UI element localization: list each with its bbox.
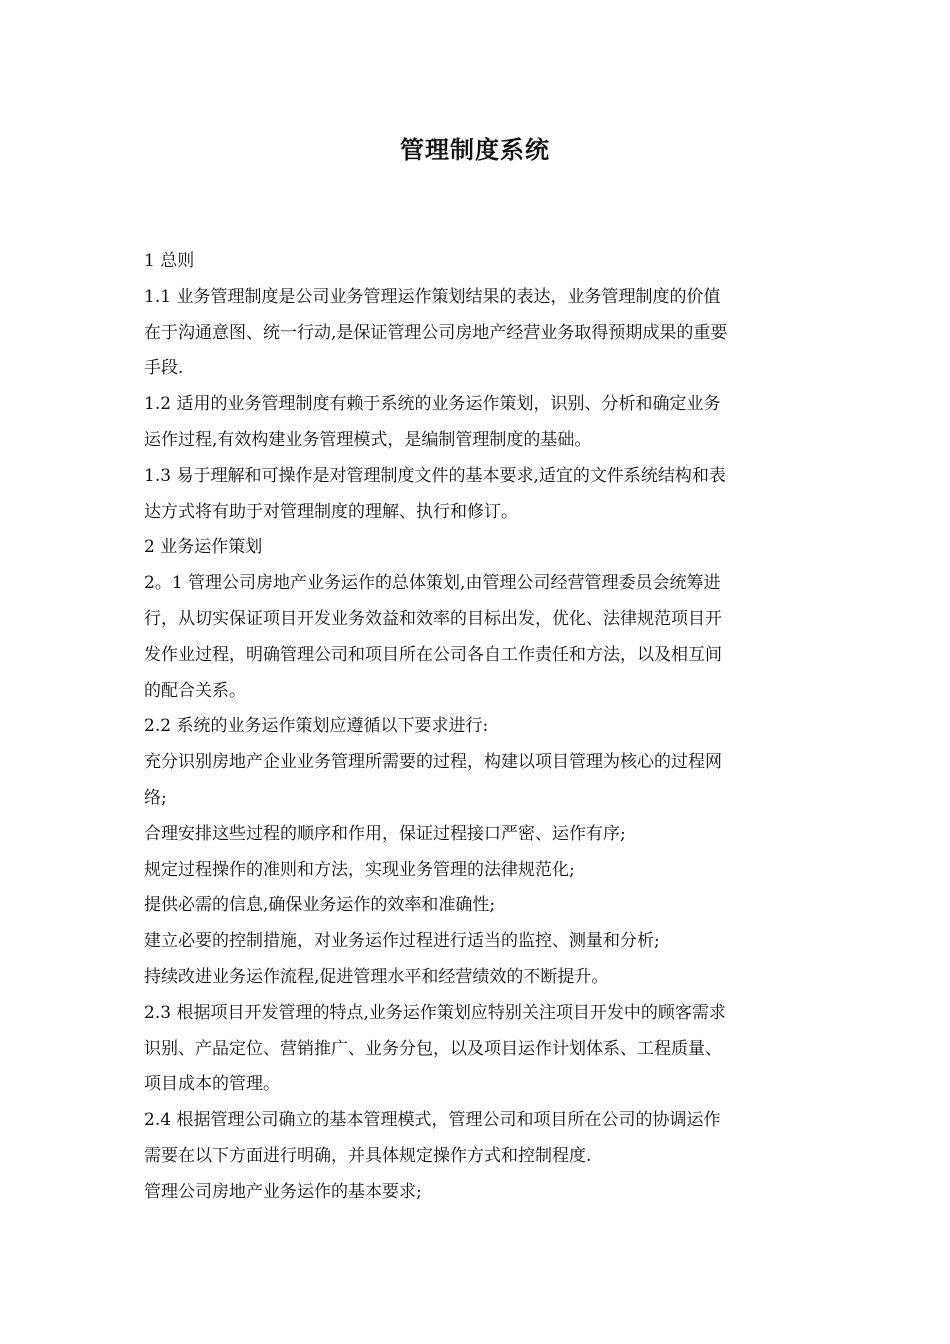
body-line: 管理公司房地产业务运作的基本要求;: [144, 1181, 422, 1202]
body-line: 1 总则: [144, 251, 195, 271]
body-line: 达方式将有助于对管理制度的理解、执行和修订。: [144, 501, 518, 522]
body-line: 2 业务运作策划: [144, 537, 263, 558]
body-line: 需要在以下方面进行明确，并具体规定操作方式和控制程度.: [144, 1145, 592, 1166]
body-line: 络;: [144, 787, 167, 808]
document-title: 管理制度系统: [400, 136, 550, 164]
body-line: 1.3 易于理解和可操作是对管理制度文件的基本要求,适宜的文件系统结构和表: [144, 465, 726, 486]
body-line: 合理安排这些过程的顺序和作用，保证过程接口严密、运作有序;: [144, 823, 626, 844]
body-line: 行，从切实保证项目开发业务效益和效率的目标出发，优化、法律规范项目开: [144, 608, 722, 629]
body-line: 提供必需的信息,确保业务运作的效率和准确性;: [144, 895, 496, 916]
body-line: 2.4 根据管理公司确立的基本管理模式，管理公司和项目所在公司的协调运作: [144, 1110, 721, 1131]
body-line: 充分识别房地产企业业务管理所需要的过程，构建以项目管理为核心的过程网: [144, 752, 722, 773]
body-line: 识别、产品定位、营销推广、业务分包，以及项目运作计划体系、工程质量、: [144, 1038, 722, 1059]
body-line: 在于沟通意图、统一行动,是保证管理公司房地产经营业务取得预期成果的重要: [144, 322, 728, 343]
body-line: 手段.: [144, 358, 184, 379]
body-line: 规定过程操作的准则和方法，实现业务管理的法律规范化;: [144, 859, 575, 880]
body-line: 发作业过程，明确管理公司和项目所在公司各自工作责任和方法，以及相互间: [144, 644, 722, 665]
body-line: 2.2 系统的业务运作策划应遵循以下要求进行:: [144, 716, 489, 737]
body-line: 运作过程,有效构建业务管理模式，是编制管理制度的基础。: [144, 429, 592, 450]
document-body: [144, 244, 812, 1211]
body-line: 建立必要的控制措施，对业务运作过程进行适当的监控、测量和分析;: [144, 931, 660, 952]
body-line: 2。1 管理公司房地产业务运作的总体策划,由管理公司经营管理委员会统筹进: [144, 573, 721, 594]
body-line: 2.3 根据项目开发管理的特点,业务运作策划应特别关注项目开发中的顾客需求: [144, 1002, 726, 1023]
body-line: 项目成本的管理。: [144, 1074, 280, 1095]
body-line: 的配合关系。: [144, 680, 246, 701]
body-line: 1.2 适用的业务管理制度有赖于系统的业务运作策划，识别、分析和确定业务: [144, 394, 721, 415]
body-line: 1.1 业务管理制度是公司业务管理运作策划结果的表达，业务管理制度的价值: [144, 286, 721, 307]
body-line: 持续改进业务运作流程,促进管理水平和经营绩效的不断提升。: [144, 966, 609, 987]
